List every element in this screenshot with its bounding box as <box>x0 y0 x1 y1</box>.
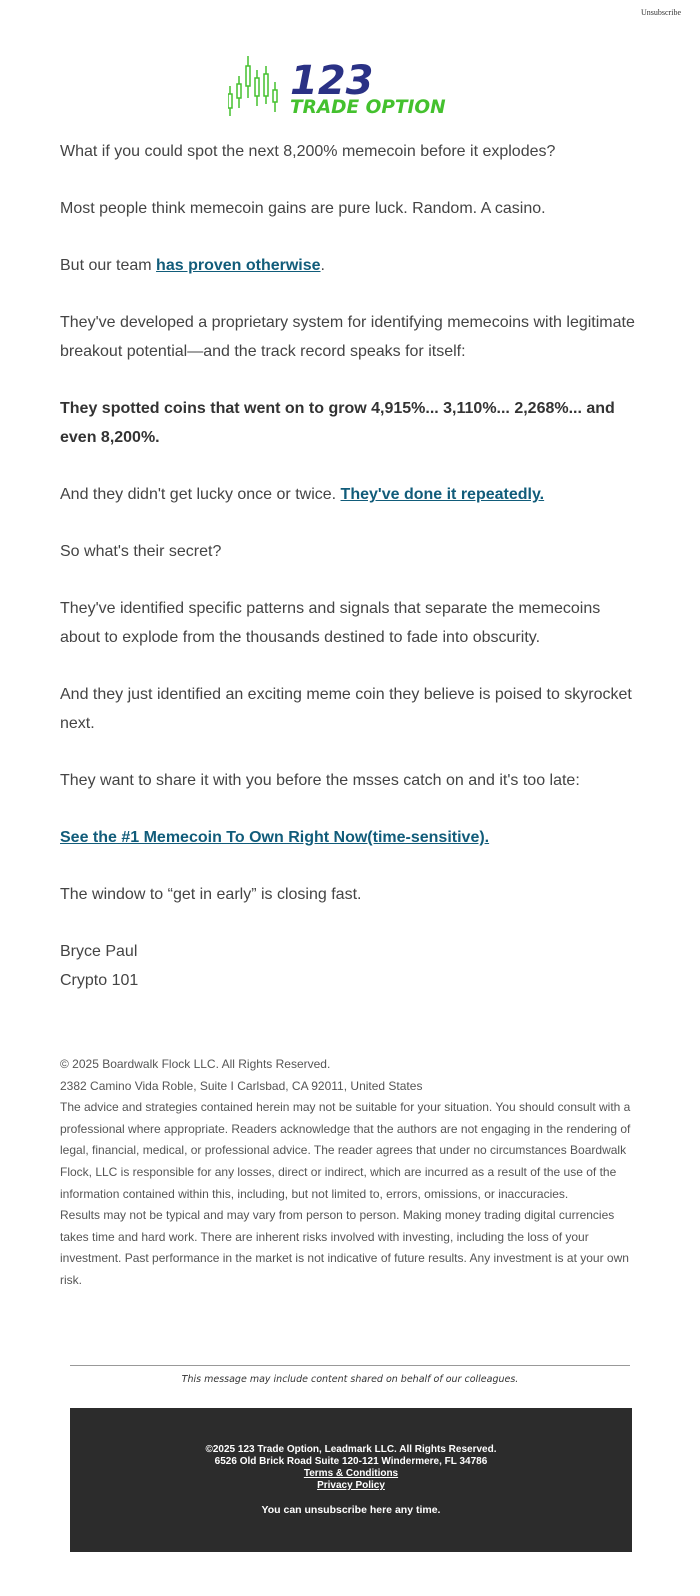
paragraph-secret: So what's their secret? <box>60 543 222 560</box>
logo-number: 123 <box>290 58 374 104</box>
paragraph-identified: And they just identified an exciting meme coin they believe is poised to skyrocket next. <box>60 686 632 732</box>
legal-copyright: © 2025 Boardwalk Flock LLC. All Rights Reserved. <box>60 1057 331 1071</box>
signature-org: Crypto 101 <box>60 972 139 989</box>
legal-address: 2382 Camino Vida Roble, Suite I Carlsbad, CA 92011, United States <box>60 1078 423 1093</box>
legal-disclaimer-advice: The advice and strategies contained herein may not be suitable for your situation. You should consult with a professional where appropriate. Readers acknowledge that the authors are not engaging in the rendering of legal, financial, medical, or professional advice. The reader agrees that under no circumstances Boardwalk Flock, LLC is responsible for any losses, direct or indirect, which are incurred as a result of the use of the information contained within this, including, but not limited to, errors, omissions, or inaccuracies. <box>60 1100 631 1201</box>
done-repeatedly-link[interactable]: They've done it repeatedly. <box>340 486 545 503</box>
paragraph-cta <box>60 823 640 852</box>
divider <box>70 1365 630 1366</box>
paragraph-luck: Most people think memecoin gains are pure luck. Random. A casino. <box>60 200 546 217</box>
signature-name: Bryce Paul <box>60 943 138 960</box>
logo-tagline: TRADE OPTION <box>290 97 446 118</box>
paragraph-track-record: They spotted coins that went on to grow 4,915%... 3,110%... 2,268%... and even 8,200%. <box>60 400 615 446</box>
unsubscribe-link-bottom[interactable]: You can unsubscribe here any time. <box>261 1504 441 1516</box>
paragraph-team <box>60 251 640 280</box>
sponsor-copyright: ©2025 123 Trade Option, Leadmark LLC. All Rights Reserved. <box>205 1444 497 1455</box>
paragraph-system: They've developed a proprietary system for identifying memecoins with legitimate breakout potential—and the track record speaks for itself: <box>60 314 635 360</box>
legal-footer <box>60 1054 640 1292</box>
privacy-link[interactable]: Privacy Policy <box>317 1480 385 1491</box>
sponsor-address: 6526 Old Brick Road Suite 120-121 Windermere, FL 34786 <box>214 1456 488 1467</box>
team-text: But our team <box>60 257 157 274</box>
memecoin-cta-link[interactable]: See the #1 Memecoin To Own Right Now(time-sensitive). <box>60 829 490 846</box>
paragraph-repeatedly <box>60 480 640 509</box>
sponsor-footer <box>70 1408 632 1552</box>
candlestick-logo-icon <box>228 56 472 120</box>
email-body <box>60 137 640 995</box>
colleagues-note: This message may include content shared on behalf of our colleagues. <box>181 1374 519 1385</box>
legal-disclaimer-results: Results may not be typical and may vary from person to person. Making money trading digital currencies takes time and hard work. There are inherent risks involved with investing, including the loss of your investment. Past performance in the market is not indicative of future results. Any investment is at your own risk. <box>60 1208 629 1287</box>
unsubscribe-link-top[interactable]: Unsubscribe <box>641 8 681 17</box>
terms-link[interactable]: Terms & Conditions <box>303 1468 399 1479</box>
paragraph-share: They want to share it with you before the msses catch on and it's too late: <box>60 772 580 789</box>
paragraph-patterns: They've identified specific patterns and signals that separate the memecoins about to explode from the thousands destined to fade into obscurity. <box>60 600 601 646</box>
team-period: . <box>320 257 325 274</box>
proven-otherwise-link[interactable]: has proven otherwise <box>156 257 321 274</box>
repeatedly-text: And they didn't get lucky once or twice. <box>60 486 341 503</box>
brand-logo <box>228 56 472 120</box>
paragraph-window: The window to “get in early” is closing fast. <box>60 886 362 903</box>
paragraph-intro: What if you could spot the next 8,200% memecoin before it explodes? <box>60 143 556 160</box>
